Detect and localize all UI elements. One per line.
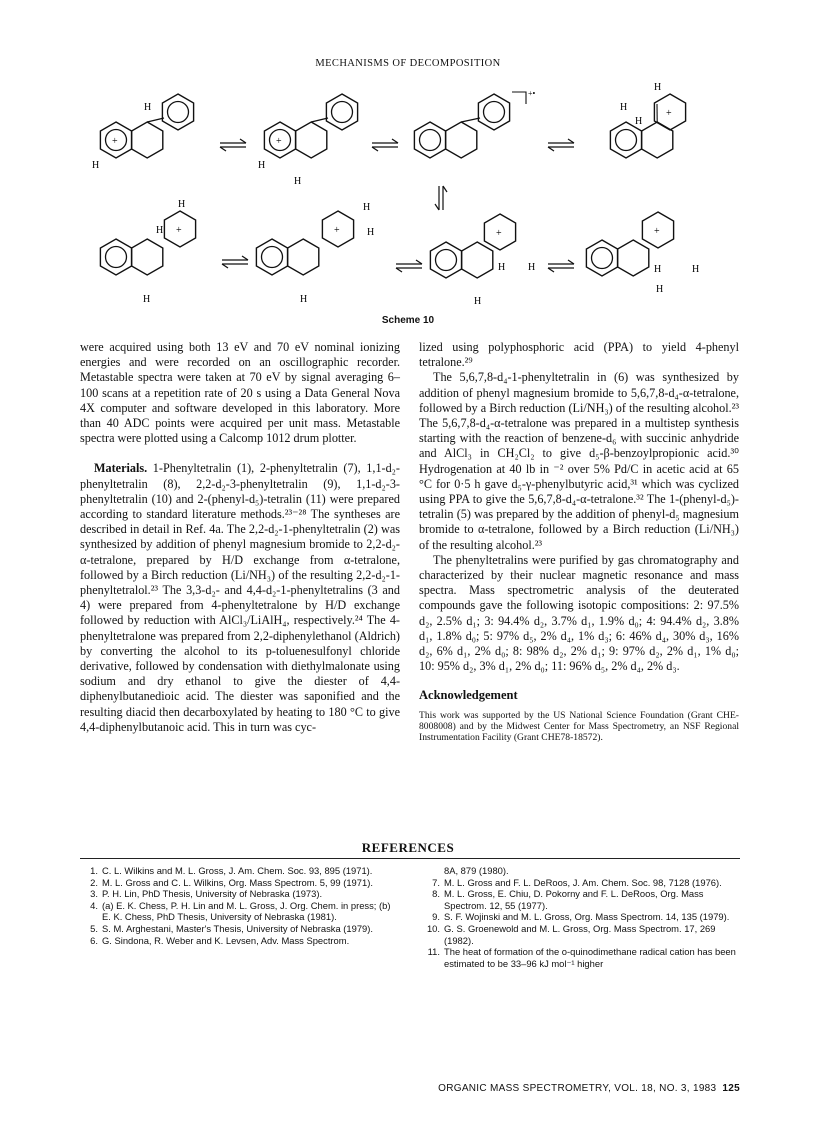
svg-text:H: H [528,262,536,273]
svg-text:+: + [654,226,660,237]
reference-item: 7. M. L. Gross and F. L. DeRoos, J. Am. Chem. Soc. 98, 7128 (1976). [432,876,722,888]
scheme-10-diagram [80,82,740,317]
page-footer [438,1083,740,1094]
svg-text:H: H [143,294,151,305]
svg-text:H: H [144,102,152,113]
acknowledgement-heading: Acknowledgement [419,688,518,703]
structure-2 [258,94,358,187]
acknowledgement-text: This work was supported by the US National Science Foundation (Grant CHE-8008008) and by the Midwest Center for Mass Spectrometry, an NSF Regional Instrumentation Facility (Grant CHE78-18572). [419,709,739,744]
structure-5 [100,199,195,305]
references-rule [80,858,740,859]
reference-item: 5. S. M. Arghestani, Master's Thesis, University of Nebraska (1979). [90,922,373,934]
materials-heading: Materials. [94,461,148,476]
references-title: REFERENCES [361,840,455,855]
svg-text:H: H [620,102,628,113]
paragraph: lized using polyphosphoric acid (PPA) to yield 4-phenyl tetralone.²⁹ [419,340,739,370]
materials-paragraph [80,461,400,735]
paragraph: The phenyltetralins were purified by gas chromatography and characterized by their nuclear magnetic resonance and mass spectra. Mass spectrometric analysis of the deuterated compounds gave the following isotopic compositions: 2: 97.5% d₂, 2.5% d₁; 3: 94.4% d₂, 3.7% d₁, 1.9% d₀; 4: 94.4% d₂, 3.8% d₁, 1.8% d₀; 5: 97% d₅, 2% d₄, 1% d₃; 6: 46% d₄, 30% d₃, 16% d₂, 6% d₁, 2% d₀; 8: 98% d₂, 2% d₁; 9: 97% d₂, 2% d₁, 1% d₀; 10: 95% d₂, 3% d₁, 2% d₀; 11: 96% d₅, 2% d₄, 2% d₃. [419,552,739,674]
scheme-caption: Scheme 10 [381,315,435,326]
svg-text:+: + [112,136,118,147]
svg-text:+: + [496,228,502,239]
reference-item: 11. The heat of formation of the o-quinodimethane radical cation has been estimated to be 33–96 kJ mol⁻¹ higher [427,946,736,969]
left-column [80,340,400,735]
structure-3 [414,89,535,158]
svg-text:+: + [334,225,340,236]
journal-citation: ORGANIC MASS SPECTROMETRY, VOL. 18, NO. 3, 1983 [438,1083,717,1094]
svg-text:H: H [654,82,662,93]
svg-text:+: + [666,108,672,119]
svg-text:H: H [178,199,186,210]
right-column [419,340,739,744]
reference-item: 8A, 879 (1980). [444,865,509,876]
reference-item: 1. C. L. Wilkins and M. L. Gross, J. Am. Chem. Soc. 93, 895 (1971). [90,865,373,876]
svg-text:H: H [654,264,662,275]
svg-text:H: H [692,264,700,275]
svg-text:H: H [367,227,375,238]
svg-text:+: + [176,225,182,236]
paragraph: The 5,6,7,8-d₄-1-phenyltetralin in (6) was synthesized by addition of phenyl magnesium bromide to 5,6,7,8-d₄-α-tetralone, followed by a Birch reduction (Li/NH₃) of the resulting alcohol.²³ The 5,6,7,8-d₄-α-tetralone was prepared in a multistep synthesis starting with the reaction of benzene-d₆ with succinic anhydride and AlCl₃ in CH₂Cl₂ to give d₅-β-benzoylpropionic acid.³⁰ Hydrogenation at 40 lb in ⁻² over 5% Pd/C in acetic acid at 65 °C for 0·5 h gave d₅-γ-phenylbutyric acid,³¹ which was cyclized using PPA to give the 5,6,7,8-d₄-α-tetralone.³² The 1-(phenyl-d₅)-tetralin (5) was prepared by the addition of phenyl-d₅ magnesium bromide to α-tetralone, followed by a Birch reduction (Li/NH₃) of the resulting alcohol.²³ [419,370,739,552]
reference-item: 2. M. L. Gross and C. L. Wilkins, Org. Mass Spectrom. 5, 99 (1971). [90,876,373,888]
vertical-equilibrium-arrow [435,186,447,210]
svg-text:H: H [635,116,643,127]
svg-text:H: H [498,262,506,273]
running-head: MECHANISMS OF DECOMPOSITION [315,58,501,69]
page-number: 125 [722,1083,740,1094]
structure-8 [586,212,699,295]
reference-item: 8. M. L. Gross, E. Chiu, D. Pokorny and F. L. DeRoos, Org. Mass Spectrom. 12, 55 (1977). [432,888,704,911]
structure-6 [256,202,374,305]
reference-item: 4. (a) E. K. Chess, P. H. Lin and M. L. Gross, J. Org. Chem. in press; (b) E. K. Chess, PhD Thesis, University of Nebraska (1981). [90,899,391,923]
svg-text:H: H [363,202,371,213]
svg-text:H: H [300,294,308,305]
structure-1 [92,94,194,171]
references-left [80,865,400,946]
svg-text:+•: +• [528,89,536,98]
structure-4 [610,82,685,158]
svg-text:H: H [258,160,266,171]
reference-item: 3. P. H. Lin, PhD Thesis, University of Nebraska (1973). [90,888,323,900]
paragraph: were acquired using both 13 eV and 70 eV nominal ionizing energies and were recorded on an oscillographic recorder. Metastable spectra were taken at 70 eV by signal averaging 6–100 scans at a repetition rate of 20 s using a Data General Nova 4X computer and software developed in this laboratory. More than 40 ADC points were acquired per unit mass. Metastable spectra were plotted using a Calcomp 1012 drum plotter. [80,340,400,446]
structure-7 [430,214,535,307]
svg-text:H: H [294,176,302,187]
references-right [422,865,740,969]
reference-item: 6. G. Sindona, R. Weber and K. Levsen, Adv. Mass Spectrom. [90,934,350,946]
reference-item: 9. S. F. Wojinski and M. L. Gross, Org. Mass Spectrom. 14, 135 (1979). [432,911,730,923]
materials-text: 1-Phenyltetralin (1), 2-phenyltetralin (7), 1,1-d₂-phenyltetralin (8), 2,2-d₂-3-phenyltetralin (9), 1,1-d₂-3-phenyltetralin (10) and 2-(phenyl-d₅)-tetralin (11) were prepared according to standard literature methods.²³⁻²⁸ The syntheses are described in detail in Ref. 4a. The 2,2-d₂-1-phenyltetralin (2) was synthesized by addition of phenyl magnesium bromide to 2,2-d₂-α-tetralone, prepared by H/D exchange from α-tetralone, followed by a Birch reduction (Li/NH₃) of the resulting 2,2-d₂-1-phenyltetralol.²³ The 3,3-d₂- and 4,4-d₂-1-phenyltetralins (3 and 4) were prepared from 4-phenyltetralone by H/D exchange followed by reduction with AlCl₃/LiAlH₄, respectively.²⁴ The 4-phenyltetralone was prepared from 2,2-diphenylethanol (Aldrich) by converting the alcohol to its p-toluenesulfonyl chloride derivative, followed by condensation with diethylmalonate using sodium and dry ethanol to give the diester of 4,4-diphenylbutanedioic acid. The diester was saponified and the resulting diacid then decarboxylated by heating to 180 °C to give 4,4-diphenylbutanoic acid. This in turn was cyc- [80,461,400,734]
svg-text:H: H [92,160,100,171]
svg-text:H: H [656,284,664,295]
reference-item: 10. G. S. Groenewold and M. L. Gross, Org. Mass Spectrom. 17, 269 (1982). [426,922,716,946]
svg-text:H: H [474,296,482,307]
svg-text:H: H [156,225,164,236]
svg-text:+: + [276,136,282,147]
